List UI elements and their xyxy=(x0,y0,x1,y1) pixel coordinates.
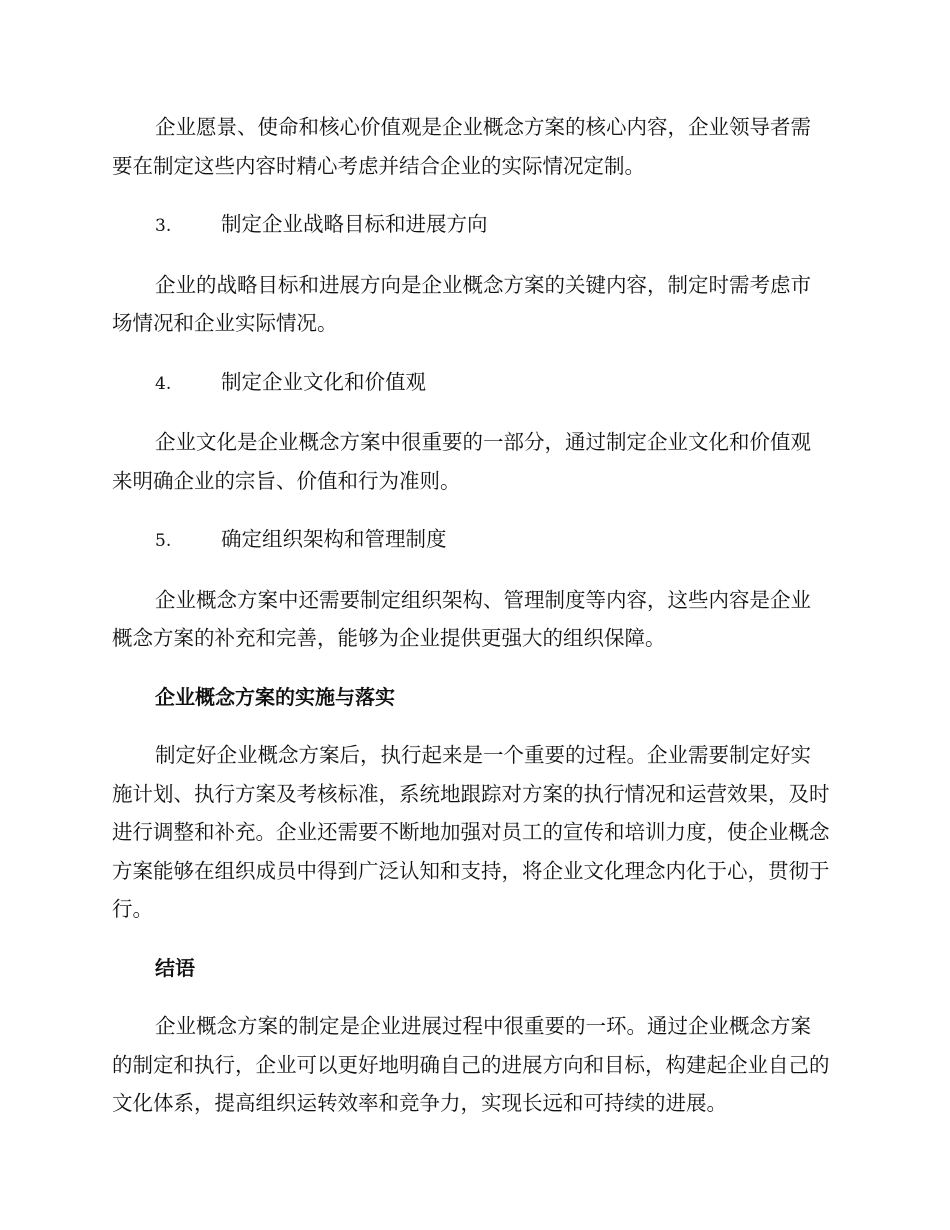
paragraph-culture: 企业文化是企业概念方案中很重要的一部分，通过制定企业文化和价值观来明确企业的宗旨、价值和行为准则。 xyxy=(112,430,811,493)
list-item-5 xyxy=(112,520,830,561)
list-item-3 xyxy=(112,205,830,246)
paragraph-conclusion: 企业概念方案的制定是企业进展过程中很重要的一环。通过企业概念方案的制定和执行，企业可以更好地明确自己的进展方向和目标，构建起企业自己的文化体系，提高组织运转效率和竞争力，实现长远和可持续的进展。 xyxy=(112,1014,830,1115)
list-item-label: 制定企业文化和价值观 xyxy=(221,369,426,394)
list-number: 4. xyxy=(155,373,172,394)
section-heading-implementation: 企业概念方案的实施与落实 xyxy=(155,684,395,709)
list-item-4 xyxy=(112,363,830,404)
list-number: 3. xyxy=(155,216,172,236)
document-page xyxy=(112,108,830,1123)
list-number: 5. xyxy=(155,531,172,551)
section-heading-conclusion: 结语 xyxy=(155,955,195,980)
list-item-label: 确定组织架构和管理制度 xyxy=(221,527,447,551)
paragraph-strategy: 企业的战略目标和进展方向是企业概念方案的关键内容，制定时需考虑市场情况和企业实际情况。 xyxy=(112,272,811,335)
paragraph-implementation: 制定好企业概念方案后，执行起来是一个重要的过程。企业需要制定好实施计划、执行方案及考核标准，系统地跟踪对方案的执行情况和运营效果，及时进行调整和补充。企业还需要不断地加强对员工的宣传和培训力度，使企业概念方案能够在组织成员中得到广泛认知和支持，将企业文化理念内化于心，贯彻于行。 xyxy=(112,743,830,921)
paragraph-organization: 企业概念方案中还需要制定组织架构、管理制度等内容，这些内容是企业概念方案的补充和完善，能够为企业提供更强大的组织保障。 xyxy=(112,587,811,650)
list-item-label: 制定企业战略目标和进展方向 xyxy=(221,212,488,236)
paragraph-vision: 企业愿景、使命和核心价值观是企业概念方案的核心内容，企业领导者需要在制定这些内容时精心考虑并结合企业的实际情况定制。 xyxy=(112,115,811,178)
